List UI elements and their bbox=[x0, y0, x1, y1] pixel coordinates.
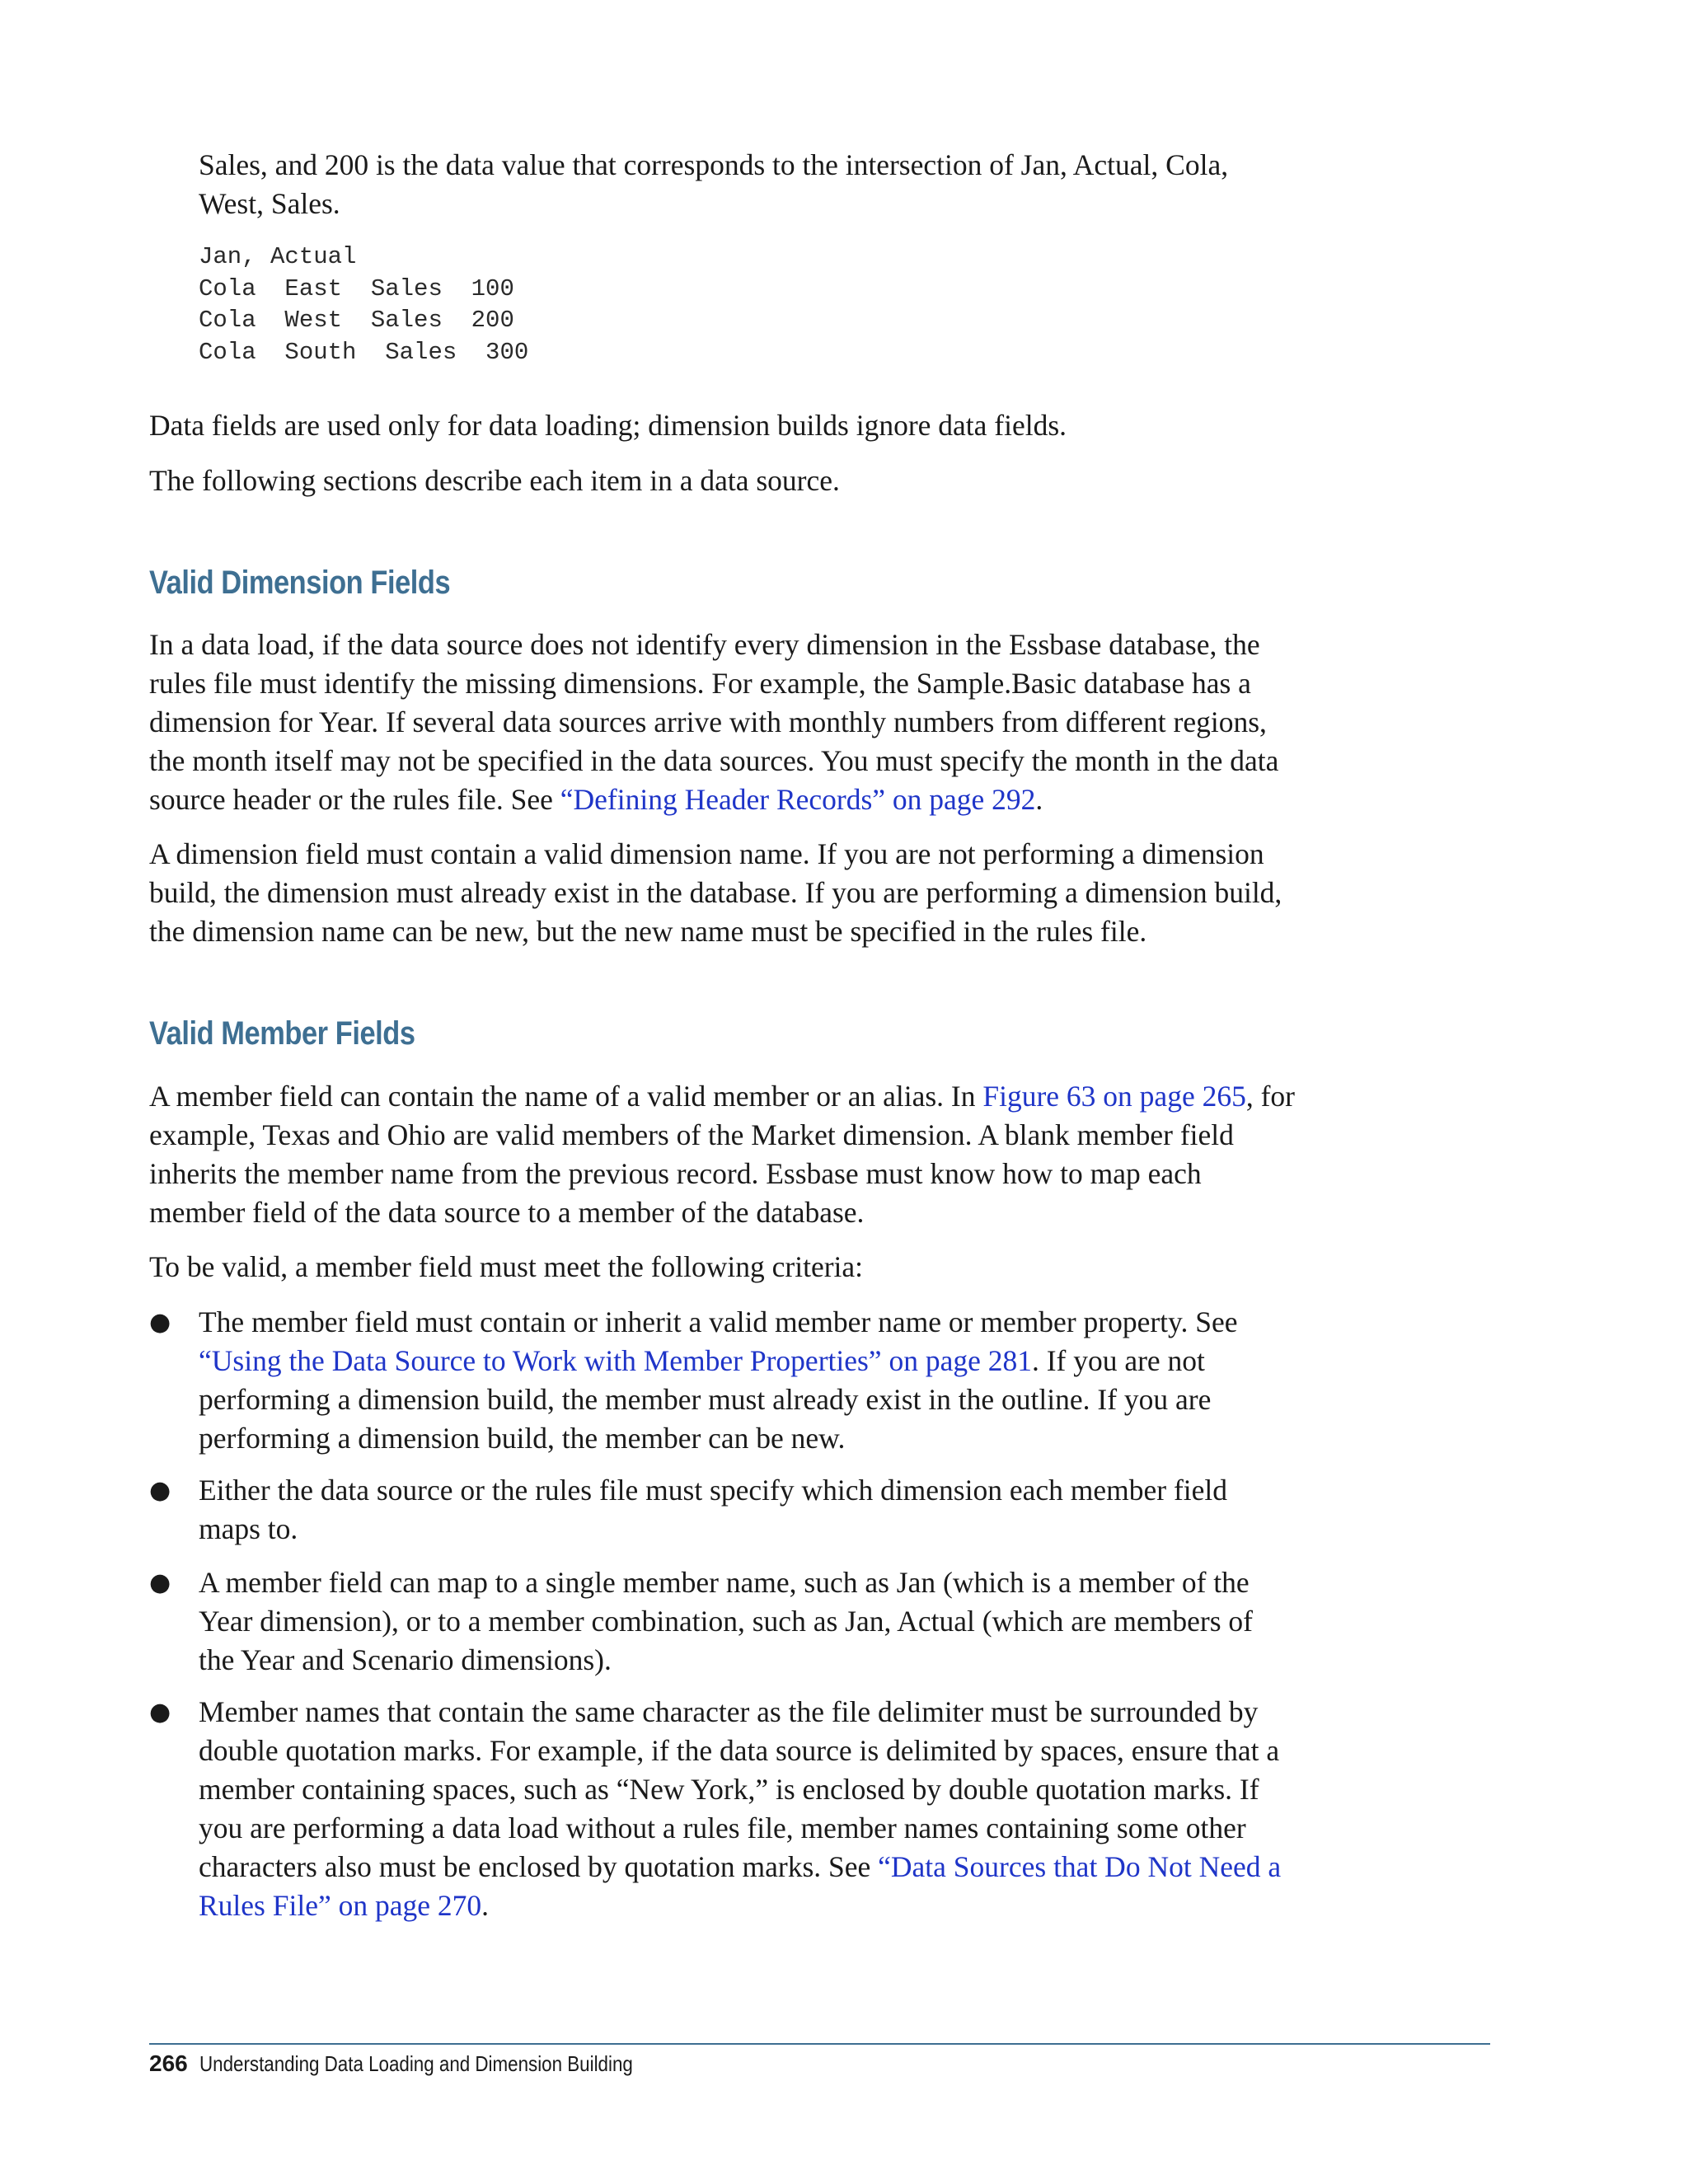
page-footer bbox=[149, 2050, 703, 2077]
code-line: Cola East Sales 100 bbox=[199, 274, 514, 302]
bullet-item-2: Either the data source or the rules file must specify which dimension each member field maps to. bbox=[199, 1474, 1227, 1545]
code-line: Cola South Sales 300 bbox=[199, 338, 529, 366]
dimension-paragraph-1 bbox=[149, 626, 1295, 819]
link-using-data-source-member-properties[interactable]: “Using the Data Source to Work with Member Properties” on page 281 bbox=[199, 1344, 1032, 1377]
code-line: Jan, Actual bbox=[199, 243, 357, 270]
bullet-marker: ● bbox=[149, 1568, 171, 1597]
code-example bbox=[199, 241, 528, 368]
member-paragraph-2: To be valid, a member field must meet the following criteria: bbox=[149, 1250, 864, 1283]
member-paragraph-1 bbox=[149, 1077, 1295, 1232]
bullet-1-before: The member field must contain or inherit a valid member name or member property. See bbox=[199, 1305, 1238, 1338]
intro-paragraph: Sales, and 200 is the data value that corresponds to the intersection of Jan, Actual, Cola, West, Sales. bbox=[199, 148, 1229, 220]
dimension-paragraph-2: A dimension field must contain a valid dimension name. If you are not performing a dimension build, the dimension must already exist in the database. If you are performing a dimension build, the dimension name can be new, but the new name must be specified in the rules file. bbox=[149, 837, 1282, 948]
bullet-item-4 bbox=[199, 1693, 1295, 1925]
data-fields-paragraph: Data fields are used only for data loading; dimension builds ignore data fields. bbox=[149, 409, 1067, 442]
dimension-p1-text: In a data load, if the data source does not identify every dimension in the Essbase database, the rules file must identify the missing dimensions. For example, the Sample.Basic database has a dimension for Year. If several data sources arrive with monthly numbers from different regions, the month itself may not be specified in the data sources. You must specify the month in the data source header or the rules file. See bbox=[149, 628, 1279, 816]
member-p1-start: A member field can contain the name of a valid member or an alias. In bbox=[149, 1080, 983, 1113]
bullet-marker: ● bbox=[149, 1698, 171, 1727]
following-sections-paragraph: The following sections describe each item in a data source. bbox=[149, 464, 840, 497]
footer-rule bbox=[149, 2043, 1490, 2045]
heading-valid-dimension-fields: Valid Dimension Fields bbox=[149, 565, 451, 601]
page-number: 266 bbox=[149, 2050, 188, 2076]
link-defining-header-records[interactable]: “Defining Header Records” on page 292 bbox=[560, 783, 1036, 816]
bullet-4-before: Member names that contain the same character as the file delimiter must be surrounded by double quotation marks. For example, if the data source is delimited by spaces, ensure that a member containing spaces, such as “New York,” is enclosed by double quotation marks. If you are performing a data load without a rules file, member names containing some other characters also must be enclosed by quotation marks. See bbox=[199, 1695, 1280, 1883]
dimension-p1-end: . bbox=[1035, 783, 1043, 816]
bullet-marker: ● bbox=[149, 1476, 171, 1505]
heading-valid-member-fields: Valid Member Fields bbox=[149, 1015, 415, 1052]
link-figure-63[interactable]: Figure 63 on page 265 bbox=[982, 1080, 1246, 1113]
chapter-title: Understanding Data Loading and Dimension Building bbox=[199, 2051, 633, 2076]
bullet-marker: ● bbox=[149, 1308, 171, 1337]
link-data-sources-no-rules-file[interactable]: “Data Sources that Do Not Need a Rules File” on page 270 bbox=[199, 1850, 1282, 1922]
bullet-item-3: A member field can map to a single member name, such as Jan (which is a member of the Year dimension), or to a member combination, such as Jan, Actual (which are members of the Year and Scenario dimensions). bbox=[199, 1566, 1253, 1676]
member-p1-end: , for example, Texas and Ohio are valid members of the Market dimension. A blank member field inherits the member name from the previous record. Essbase must know how to map each member field of the data source to a member of the database. bbox=[149, 1080, 1295, 1229]
bullet-1-after: . If you are not performing a dimension build, the member must already exist in the outline. If you are performing a dimension build, the member can be new. bbox=[199, 1344, 1212, 1455]
bullet-item-1 bbox=[199, 1303, 1295, 1458]
code-line: Cola West Sales 200 bbox=[199, 307, 514, 334]
bullet-4-after: . bbox=[481, 1889, 489, 1922]
